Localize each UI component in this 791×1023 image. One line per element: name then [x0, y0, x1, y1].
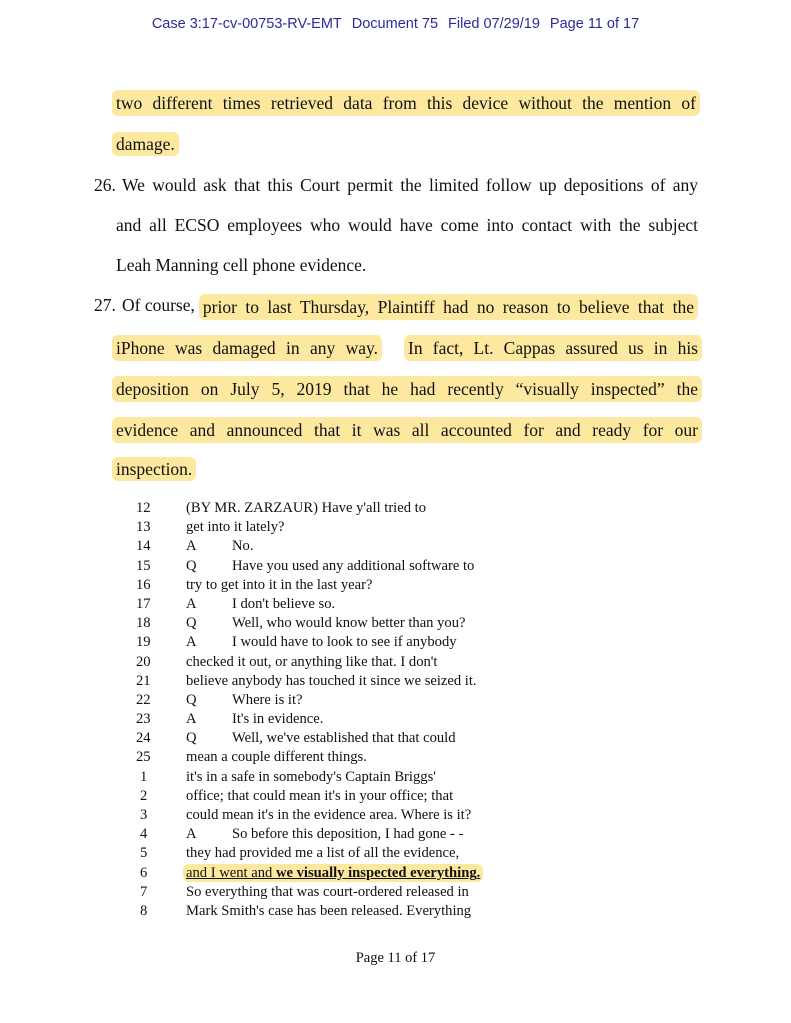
- transcript-line-number: 22: [136, 691, 151, 708]
- transcript-line-text: try to get into it in the last year?: [186, 576, 373, 593]
- transcript-line-number: 14: [136, 538, 151, 555]
- transcript-line-number: 21: [136, 672, 151, 689]
- transcript-line-number: 3: [140, 807, 148, 823]
- speaker-label: A: [186, 711, 197, 728]
- transcript-line-text: (BY MR. ZARZAUR) Have y'all tried to: [186, 500, 427, 516]
- speaker-label: Q: [186, 691, 197, 708]
- paragraph-27-line-2: [116, 335, 698, 361]
- transcript-line-number: 2: [140, 787, 148, 804]
- highlight-prior-to-last-thursday: prior to last Thursday, Plaintiff had no reason to believe that the: [199, 294, 698, 320]
- transcript-line-number: 4: [140, 826, 148, 843]
- speaker-label: Q: [186, 730, 197, 747]
- transcript-line-number: 18: [136, 615, 151, 632]
- transcript-line-number: 1: [140, 768, 148, 785]
- speaker-label: A: [186, 634, 197, 651]
- transcript-line-number: 12: [136, 500, 151, 516]
- paragraph-26-line-1: We would ask that this Court permit the limited follow up depositions of any: [122, 175, 698, 195]
- filed-date: Filed 07/29/19: [448, 16, 540, 32]
- page-footer: Page 11 of 17: [355, 950, 436, 966]
- transcript-line-text: they had provided me a list of all the evidence,: [186, 845, 460, 862]
- transcript-line-text: So everything that was court-ordered released in: [186, 883, 469, 900]
- ecf-header: [0, 16, 791, 32]
- transcript-line-number: 5: [140, 845, 148, 862]
- speaker-label: Q: [186, 615, 197, 632]
- highlight-cappas-assured: In fact, Lt. Cappas assured us in his: [404, 335, 702, 361]
- transcript-line-number: 23: [136, 711, 151, 728]
- speaker-label: Q: [186, 557, 197, 574]
- bold-emphasis: we visually inspected everything: [275, 864, 477, 881]
- transcript-line-number: 7: [140, 883, 148, 900]
- transcript-line-text: [186, 864, 483, 883]
- paragraph-27-line-5: inspection.: [116, 458, 192, 480]
- transcript-line-text: Mark Smith's case has been released. Everything: [186, 902, 472, 919]
- transcript-line-text: it's in a safe in somebody's Captain Briggs': [186, 768, 436, 785]
- transcript-line-number: 25: [136, 749, 151, 766]
- transcript-line-number: 8: [140, 902, 148, 919]
- transcript-line-text: A No.: [186, 537, 254, 556]
- speaker-label: A: [186, 538, 197, 555]
- speaker-label: A: [186, 595, 197, 612]
- transcript-line-text: A It's in evidence.: [186, 710, 323, 729]
- transcript-line-text: mean a couple different things.: [186, 749, 367, 766]
- continuation-line-2: damage.: [116, 133, 175, 155]
- transcript-line-text: A I would have to look to see if anybody: [186, 633, 457, 652]
- transcript-line-number: 6: [140, 864, 148, 881]
- document-number: Document 75: [351, 16, 439, 32]
- case-number: Case 3:17-cv-00753-RV-EMT: [151, 16, 342, 32]
- paragraph-26-line-3: Leah Manning cell phone evidence.: [116, 255, 367, 275]
- transcript-line-number: 17: [136, 595, 151, 612]
- transcript-line-number: 16: [136, 576, 151, 593]
- paragraph-27-number: 27.: [94, 295, 116, 315]
- paragraph-27-line-1: Of course, prior to last Thursday, Plaintiff had no reason to believe that the: [122, 294, 698, 320]
- transcript-line-text: checked it out, or anything like that. I don't: [186, 653, 438, 670]
- paragraph-27-line-4: evidence and announced that it was all accounted for and ready for our: [112, 417, 702, 443]
- transcript-line-text: Q Have you used any additional software to: [186, 557, 474, 576]
- highlighted-testimony: and I went and we visually inspected everything.: [183, 864, 483, 882]
- transcript-line-text: office; that could mean it's in your office; that: [186, 787, 454, 804]
- header-page-number: Page 11 of 17: [549, 16, 640, 32]
- paragraph-26-number: 26.: [94, 175, 116, 195]
- transcript-line-number: 19: [136, 634, 151, 651]
- transcript-line-text: could mean it's in the evidence area. Where is it?: [186, 807, 472, 823]
- transcript-line-text: get into it lately?: [186, 519, 285, 536]
- transcript-line-number: 15: [136, 557, 151, 574]
- paragraph-27-line-3: deposition on July 5, 2019 that he had recently “visually inspected” the: [112, 376, 702, 402]
- transcript-line-text: believe anybody has touched it since we seized it.: [186, 672, 477, 689]
- speaker-label: A: [186, 826, 197, 843]
- transcript-line-number: 20: [136, 653, 151, 670]
- transcript-line-number: 24: [136, 730, 151, 747]
- transcript-line-text: Q Where is it?: [186, 691, 303, 710]
- transcript-line-text: A I don't believe so.: [186, 595, 335, 614]
- transcript-line-text: Q Well, who would know better than you?: [186, 614, 466, 633]
- transcript-line-number: 13: [136, 519, 151, 536]
- transcript-line-text: Q Well, we've established that that could: [186, 729, 456, 748]
- paragraph-26-line-2: and all ECSO employees who would have come into contact with the subject: [116, 215, 698, 235]
- highlight-iphone-damaged: iPhone was damaged in any way.: [112, 335, 382, 361]
- continuation-line-1: two different times retrieved data from this device without the mention of: [116, 92, 696, 114]
- transcript-line-text: A So before this deposition, I had gone - -: [186, 825, 463, 844]
